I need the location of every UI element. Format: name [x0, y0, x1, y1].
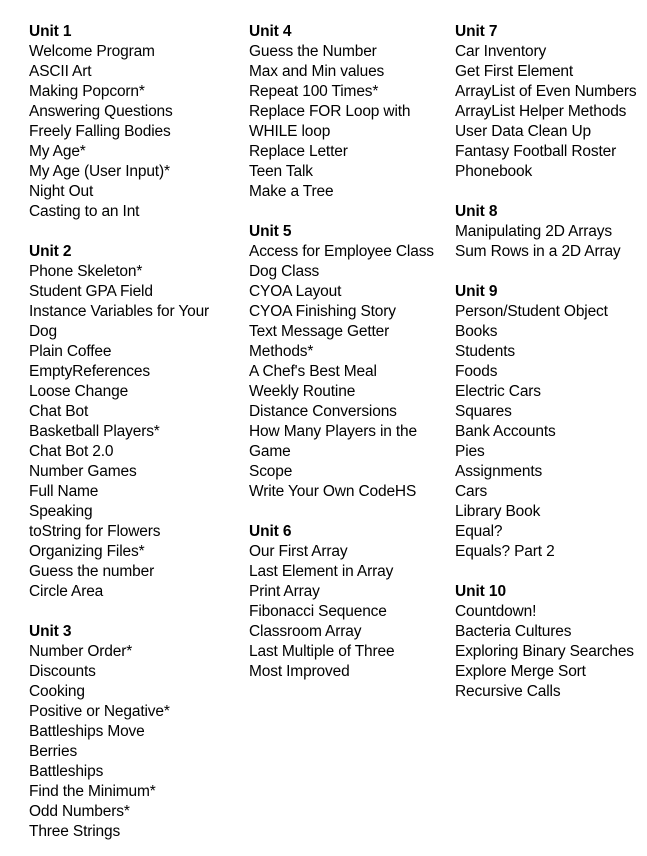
assignment-item: Phonebook: [455, 163, 533, 180]
assignment-item: Sum Rows in a 2D Array: [455, 243, 621, 260]
assignment-item: Books: [455, 323, 498, 340]
unit-block: [455, 582, 639, 702]
assignment-list: [249, 42, 435, 202]
assignment-item: Freely Falling Bodies: [29, 123, 171, 140]
unit-block: [455, 22, 639, 182]
assignment-item: CYOA Finishing Story: [249, 303, 396, 320]
assignment-item: Weekly Routine: [249, 383, 356, 400]
unit-block: [249, 522, 435, 682]
unit-block: [29, 22, 227, 222]
assignment-item: Circle Area: [29, 583, 104, 600]
assignment-item: Positive or Negative*: [29, 703, 170, 720]
assignment-item: Guess the Number: [249, 43, 377, 60]
assignment-item: Last Multiple of Three: [249, 643, 395, 660]
column-3: [445, 22, 647, 702]
assignment-item: Welcome Program: [29, 43, 155, 60]
assignment-item: Library Book: [455, 503, 541, 520]
assignment-item: ArrayList of Even Numbers: [455, 83, 637, 100]
assignment-item: Loose Change: [29, 383, 129, 400]
assignment-item: Student GPA Field: [29, 283, 153, 300]
unit-block: [455, 282, 639, 562]
assignment-list: [455, 302, 639, 562]
assignment-item: Manipulating 2D Arrays: [455, 223, 612, 240]
assignment-item: Max and Min values: [249, 63, 385, 80]
assignment-item: Battleships Move: [29, 723, 145, 740]
assignment-item: Fibonacci Sequence: [249, 603, 387, 620]
assignment-item: My Age*: [29, 143, 86, 160]
unit-block: [249, 22, 435, 202]
unit-heading: Unit 5: [249, 223, 292, 240]
assignment-item: Cars: [455, 483, 488, 500]
unit-block: [455, 202, 639, 262]
assignment-list: [29, 42, 227, 222]
assignment-item: A Chef's Best Meal: [249, 363, 377, 380]
assignment-item: Guess the number: [29, 563, 155, 580]
column-1: [0, 22, 237, 842]
assignment-item: ArrayList Helper Methods: [455, 103, 627, 120]
assignment-item: Explore Merge Sort: [455, 663, 586, 680]
assignment-item: How Many Players in the Game: [249, 423, 417, 460]
assignment-item: User Data Clean Up: [455, 123, 591, 140]
assignment-item: Access for Employee Class: [249, 243, 434, 260]
assignment-item: Phone Skeleton*: [29, 263, 143, 280]
assignment-item: Distance Conversions: [249, 403, 397, 420]
assignment-item: Pies: [455, 443, 485, 460]
assignment-item: Exploring Binary Searches: [455, 643, 634, 660]
assignment-item: Scope: [249, 463, 293, 480]
assignment-item: Answering Questions: [29, 103, 173, 120]
assignment-item: Assignments: [455, 463, 543, 480]
assignment-item: Bacteria Cultures: [455, 623, 572, 640]
assignment-list: [455, 42, 639, 182]
assignment-list: [29, 262, 227, 602]
assignment-item: Electric Cars: [455, 383, 541, 400]
assignment-item: Students: [455, 343, 515, 360]
assignment-item: Last Element in Array: [249, 563, 394, 580]
unit-block: [29, 622, 227, 842]
assignment-item: Foods: [455, 363, 498, 380]
assignment-item: Chat Bot 2.0: [29, 443, 114, 460]
assignment-item: Bank Accounts: [455, 423, 556, 440]
assignment-item: Classroom Array: [249, 623, 362, 640]
assignment-item: Cooking: [29, 683, 85, 700]
unit-heading: Unit 7: [455, 23, 498, 40]
assignment-item: EmptyReferences: [29, 363, 150, 380]
assignment-item: Get First Element: [455, 63, 574, 80]
column-2: [237, 22, 445, 682]
unit-heading: Unit 10: [455, 583, 506, 600]
unit-heading: Unit 8: [455, 203, 498, 220]
unit-heading: Unit 9: [455, 283, 498, 300]
assignment-item: Night Out: [29, 183, 94, 200]
unit-heading: Unit 6: [249, 523, 292, 540]
unit-heading: Unit 3: [29, 623, 72, 640]
assignment-item: Speaking: [29, 503, 93, 520]
assignment-item: Odd Numbers*: [29, 803, 130, 820]
assignment-item: Teen Talk: [249, 163, 313, 180]
assignment-item: Casting to an Int: [29, 203, 140, 220]
assignment-item: Number Games: [29, 463, 137, 480]
assignment-item: Full Name: [29, 483, 99, 500]
assignment-item: Equal?: [455, 523, 503, 540]
assignment-item: Battleships: [29, 763, 104, 780]
assignment-item: Organizing Files*: [29, 543, 145, 560]
assignment-item: Chat Bot: [29, 403, 89, 420]
assignment-item: Basketball Players*: [29, 423, 160, 440]
assignment-item: ASCII Art: [29, 63, 92, 80]
unit-heading: Unit 2: [29, 243, 72, 260]
assignment-list: [249, 542, 435, 682]
assignment-list: [455, 222, 639, 262]
assignment-list: [29, 642, 227, 842]
assignment-item: Car Inventory: [455, 43, 547, 60]
assignment-item: Our First Array: [249, 543, 348, 560]
column-container: [0, 22, 647, 842]
unit-block: [29, 242, 227, 602]
assignment-item: Repeat 100 Times*: [249, 83, 379, 100]
assignment-item: CYOA Layout: [249, 283, 342, 300]
assignment-item: Berries: [29, 743, 78, 760]
assignment-item: Replace FOR Loop with WHILE loop: [249, 103, 411, 140]
assignment-item: Instance Variables for Your Dog: [29, 303, 210, 340]
assignment-item: Making Popcorn*: [29, 83, 145, 100]
assignment-list: [249, 242, 435, 502]
assignment-item: Number Order*: [29, 643, 133, 660]
unit-heading: Unit 1: [29, 23, 72, 40]
assignment-item: Most Improved: [249, 663, 350, 680]
assignment-item: Print Array: [249, 583, 320, 600]
assignment-item: toString for Flowers: [29, 523, 161, 540]
assignment-item: Squares: [455, 403, 512, 420]
unit-block: [249, 222, 435, 502]
assignment-item: Countdown!: [455, 603, 537, 620]
assignment-item: Replace Letter: [249, 143, 348, 160]
assignment-item: Text Message Getter Methods*: [249, 323, 390, 360]
assignment-item: Fantasy Football Roster: [455, 143, 617, 160]
assignment-item: Plain Coffee: [29, 343, 112, 360]
assignment-item: Three Strings: [29, 823, 121, 840]
assignment-item: Person/Student Object: [455, 303, 608, 320]
assignment-list: [455, 602, 639, 702]
assignment-item: Make a Tree: [249, 183, 334, 200]
assignment-item: My Age (User Input)*: [29, 163, 170, 180]
assignment-item: Write Your Own CodeHS: [249, 483, 417, 500]
assignment-item: Discounts: [29, 663, 96, 680]
assignment-item: Dog Class: [249, 263, 320, 280]
assignment-item: Find the Minimum*: [29, 783, 156, 800]
unit-heading: Unit 4: [249, 23, 292, 40]
assignment-item: Recursive Calls: [455, 683, 561, 700]
assignment-item: Equals? Part 2: [455, 543, 555, 560]
